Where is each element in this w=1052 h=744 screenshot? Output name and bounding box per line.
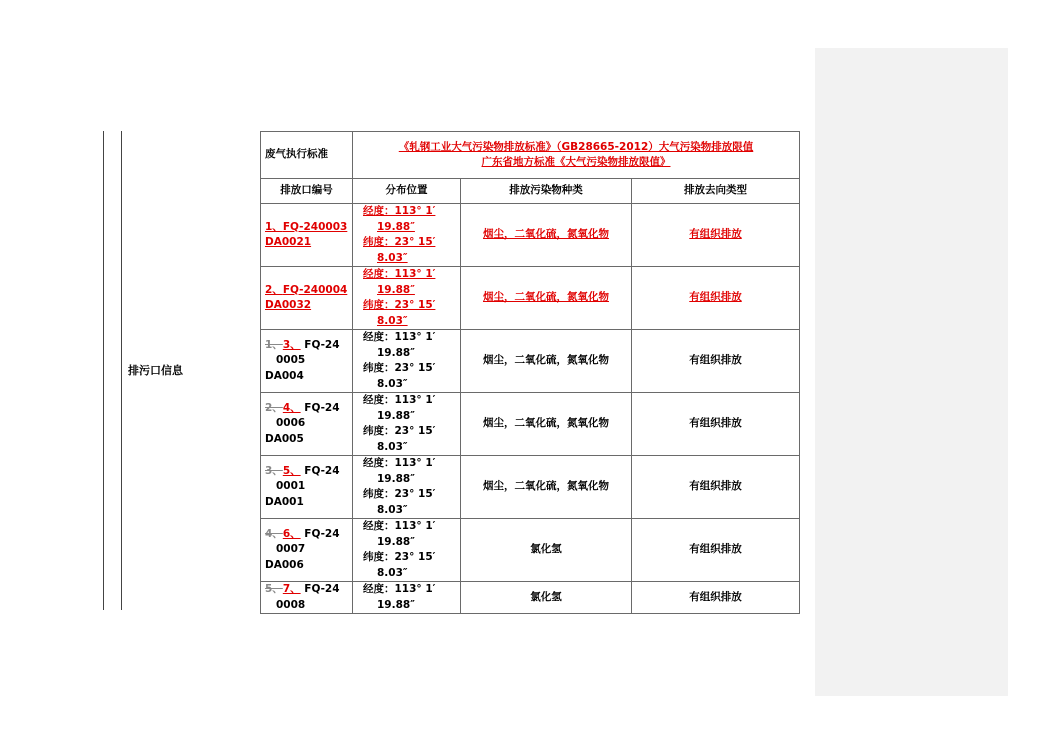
longitude-seconds: 19.88″ (377, 409, 415, 422)
direction-cell: 有组织排放 (632, 456, 800, 519)
header-direction: 排放去向类型 (632, 179, 800, 204)
longitude-label: 经度：113° 1′ (363, 205, 436, 217)
longitude-label: 经度：113° 1′ (363, 520, 436, 532)
outlet-old-index: 3、 (265, 464, 283, 477)
longitude-label: 经度：113° 1′ (363, 331, 436, 343)
outer-table-left-border (103, 131, 104, 610)
outlet-sub-code: DA004 (265, 369, 304, 382)
outlet-code: FQ-24 (304, 401, 340, 414)
header-row (261, 179, 800, 204)
outlet-sub-code: DA0021 (265, 236, 312, 248)
outlet-code-suffix: 0006 (275, 417, 306, 430)
location-cell (353, 330, 461, 393)
standard-row (261, 132, 800, 179)
outlet-code: FQ-24 (304, 527, 340, 540)
longitude-seconds: 19.88″ (377, 346, 415, 359)
location-cell (353, 519, 461, 582)
outlet-index: 5、 (282, 464, 301, 477)
standard-label: 废气执行标准 (261, 132, 353, 179)
latitude-seconds: 8.03″ (377, 314, 408, 327)
table-row (261, 393, 800, 456)
table-row (261, 330, 800, 393)
location-cell (353, 456, 461, 519)
comment-pane (815, 48, 1008, 696)
location-cell (353, 582, 461, 614)
outlet-index: 3、 (282, 338, 301, 351)
outlet-index: 1、 (265, 220, 283, 233)
table-row (261, 267, 800, 330)
location-cell (353, 204, 461, 267)
outlet-id-cell (261, 456, 353, 519)
direction-cell: 有组织排放 (632, 330, 800, 393)
table-row (261, 204, 800, 267)
latitude-label: 纬度：23° 15′ (363, 236, 436, 248)
longitude-label: 经度：113° 1′ (363, 457, 436, 469)
pollutants-text: 烟尘，二氧化硫，氮氧化物 (483, 228, 609, 241)
outlet-table (260, 131, 800, 614)
latitude-label: 纬度：23° 15′ (363, 488, 436, 500)
table-row (261, 519, 800, 582)
pollutants-cell (461, 204, 632, 267)
table-row (261, 456, 800, 519)
outlet-code: FQ-240004 (282, 283, 348, 296)
outlet-old-index: 2、 (265, 401, 283, 414)
pollutants-cell: 氯化氢 (461, 519, 632, 582)
longitude-seconds: 19.88″ (377, 472, 415, 485)
standard-text-line2: 广东省地方标准《大气污染物排放限值》 (481, 156, 671, 168)
outlet-sub-code: DA005 (265, 432, 304, 445)
pollutants-cell: 烟尘，二氧化硫，氮氧化物 (461, 456, 632, 519)
outlet-id-cell (261, 267, 353, 330)
direction-cell (632, 204, 800, 267)
outlet-index: 4、 (282, 401, 301, 414)
outlet-index: 6、 (282, 527, 301, 540)
outlet-id-cell (261, 519, 353, 582)
longitude-seconds: 19.88″ (377, 220, 415, 233)
outlet-sub-code: DA006 (265, 558, 304, 571)
outlet-index: 7、 (282, 583, 301, 595)
location-cell (353, 393, 461, 456)
outlet-index: 2、 (265, 283, 283, 296)
latitude-label: 纬度：23° 15′ (363, 299, 436, 311)
outlet-sub-code: DA0032 (265, 299, 312, 311)
outlet-code-suffix: 0007 (275, 543, 306, 556)
outlet-code-suffix: 0005 (275, 354, 306, 367)
header-location: 分布位置 (353, 179, 461, 204)
direction-text: 有组织排放 (689, 228, 742, 241)
outlet-code: FQ-24 (304, 338, 340, 351)
outlet-code: FQ-240003 (282, 220, 348, 233)
outlet-code: FQ-24 (304, 583, 340, 595)
longitude-seconds: 19.88″ (377, 535, 415, 548)
header-outlet-id: 排放口编号 (261, 179, 353, 204)
outlet-code-suffix: 0008 (275, 598, 306, 611)
pollutants-text: 烟尘，二氧化硫，氮氧化物 (483, 291, 609, 304)
latitude-label: 纬度：23° 15′ (363, 425, 436, 437)
latitude-seconds: 8.03″ (377, 251, 408, 264)
direction-text: 有组织排放 (689, 291, 742, 304)
longitude-label: 经度：113° 1′ (363, 268, 436, 280)
pollutants-cell: 氯化氢 (461, 582, 632, 614)
latitude-seconds: 8.03″ (377, 440, 408, 453)
longitude-seconds: 19.88″ (377, 598, 415, 611)
latitude-label: 纬度：23° 15′ (363, 362, 436, 374)
outlet-id-cell (261, 582, 353, 614)
direction-cell: 有组织排放 (632, 582, 800, 614)
outlet-old-index: 4、 (265, 527, 283, 540)
standard-text-line1: 《轧钢工业大气污染物排放标准》（GB28665-2012）大气污染物排放限值 (398, 140, 754, 153)
outlet-id-cell (261, 204, 353, 267)
direction-cell: 有组织排放 (632, 393, 800, 456)
longitude-label: 经度：113° 1′ (363, 583, 436, 595)
longitude-label: 经度：113° 1′ (363, 394, 436, 406)
pollutants-cell (461, 267, 632, 330)
latitude-seconds: 8.03″ (377, 566, 408, 579)
latitude-seconds: 8.03″ (377, 503, 408, 516)
section-label: 排污口信息 (128, 364, 183, 377)
outlet-code: FQ-24 (304, 464, 340, 477)
location-cell (353, 267, 461, 330)
outlet-id-cell (261, 330, 353, 393)
table-row (261, 582, 800, 614)
pollutants-cell: 烟尘，二氧化硫，氮氧化物 (461, 393, 632, 456)
outlet-old-index: 5、 (265, 583, 283, 595)
latitude-label: 纬度：23° 15′ (363, 551, 436, 563)
direction-cell (632, 267, 800, 330)
outlet-code-suffix: 0001 (275, 480, 306, 493)
outlet-sub-code: DA001 (265, 495, 304, 508)
standard-text (353, 132, 800, 179)
outlet-old-index: 1、 (265, 338, 283, 351)
outer-table-divider (121, 131, 122, 610)
outlet-id-cell (261, 393, 353, 456)
header-pollutants: 排放污染物种类 (461, 179, 632, 204)
direction-cell: 有组织排放 (632, 519, 800, 582)
latitude-seconds: 8.03″ (377, 377, 408, 390)
pollutants-cell: 烟尘，二氧化硫，氮氧化物 (461, 330, 632, 393)
longitude-seconds: 19.88″ (377, 283, 415, 296)
